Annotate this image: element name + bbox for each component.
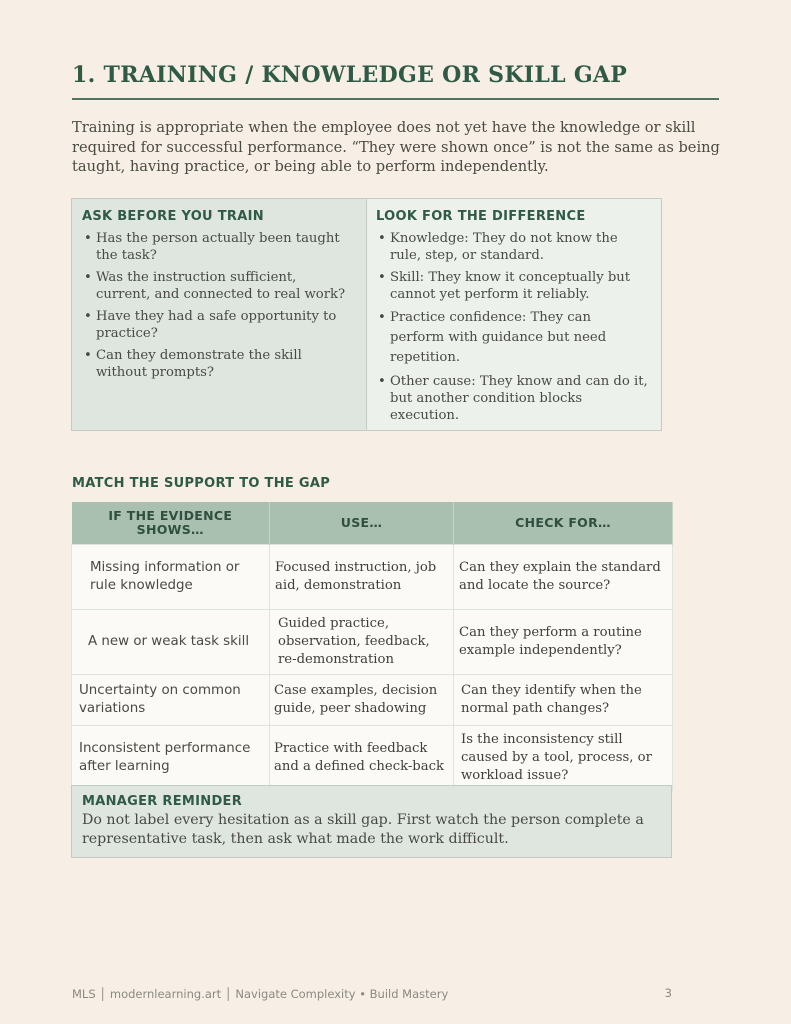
list-item: • Knowledge: They do not know the rule, step, or standard. [376,230,649,264]
column-header-check: CHECK FOR… [454,502,673,545]
table-header-row [72,502,673,545]
table-cell: Case examples, decision guide, peer shadowing [270,675,454,726]
match-heading: MATCH THE SUPPORT TO THE GAP [72,476,331,491]
table-cell: Missing information or rule knowledge [72,545,270,610]
list-item: • Practice confidence: They can perform with guidance but need repetition. [376,308,649,368]
list-item: • Has the person actually been taught the task? [82,230,354,264]
table-cell: Guided practice, observation, feedback, re-demonstration [270,610,454,675]
info-boxes [71,198,662,431]
list-item: • Other cause: They know and can do it, but another condition blocks execution. [376,373,649,424]
list-item: • Skill: They know it conceptually but cannot yet perform it reliably. [376,269,649,303]
table-cell: Practice with feedback and a defined check-back [270,726,454,791]
table-row [72,675,673,726]
footer-text: MLS │ modernlearning.art │ Navigate Complexity • Build Mastery [72,987,449,1001]
table-row [72,726,673,791]
title-divider [72,98,719,100]
difference-box-list [376,230,649,424]
support-table [71,502,673,791]
table-cell: Can they perform a routine example independently? [454,610,673,675]
ask-box-list [82,230,354,381]
table-row [72,610,673,675]
intro-paragraph: Training is appropriate when the employee does not yet have the knowledge or skill required for successful performance. “They were shown once” is not the same as being taught, having practice, or being able to perform independently. [72,119,720,175]
reminder-text: Do not label every hesitation as a skill gap. First watch the person complete a representative task, then ask what made the work difficult. [82,812,644,847]
page-number: 3 [664,986,672,1000]
page-title: 1. TRAINING / KNOWLEDGE OR SKILL GAP [72,62,628,88]
list-item: • Can they demonstrate the skill without prompts? [82,347,354,381]
table-cell: Uncertainty on common variations [72,675,270,726]
reminder-heading: MANAGER REMINDER [82,794,243,809]
table-cell: Can they explain the standard and locate the source? [454,545,673,610]
ask-box-heading: ASK BEFORE YOU TRAIN [82,209,264,224]
look-for-difference-box [367,199,661,430]
table-cell: Can they identify when the normal path changes? [454,675,673,726]
ask-before-train-box [72,199,367,430]
table-cell: A new or weak task skill [72,610,270,675]
column-header-evidence: IF THE EVIDENCE SHOWS… [72,502,270,545]
manager-reminder-box [71,785,672,858]
list-item: • Have they had a safe opportunity to practice? [82,308,354,342]
table-row [72,545,673,610]
difference-box-heading: LOOK FOR THE DIFFERENCE [376,209,586,224]
table-cell: Inconsistent performance after learning [72,726,270,791]
table-cell: Is the inconsistency still caused by a tool, process, or workload issue? [454,726,673,791]
list-item: • Was the instruction sufficient, current, and connected to real work? [82,269,354,303]
table-cell: Focused instruction, job aid, demonstration [270,545,454,610]
column-header-use: USE… [270,502,454,545]
